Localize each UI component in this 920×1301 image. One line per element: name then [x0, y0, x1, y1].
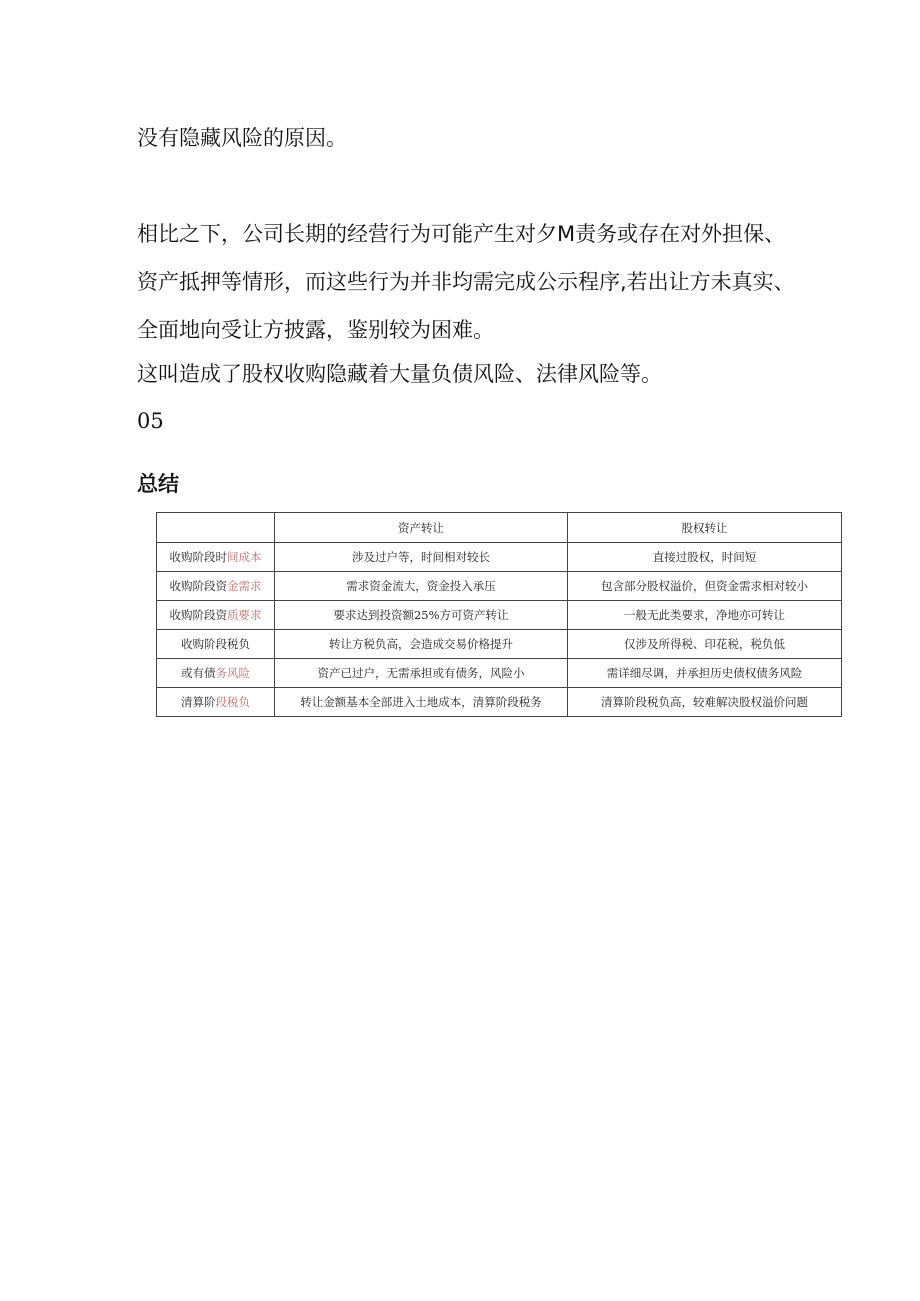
row-label-main: 或有债 [181, 666, 216, 680]
table-row [157, 630, 842, 659]
equity-transfer-cell: 清算阶段税负高，较难解决股权溢价问题 [568, 688, 842, 717]
paragraph-comparison-line-2: 资产抵押等情形，而这些行为并非均需完成公示程序,若出让方未真实、 [137, 270, 795, 294]
section-title: 总结 [137, 472, 179, 496]
row-label [157, 601, 275, 630]
table-row [157, 572, 842, 601]
row-label [157, 572, 275, 601]
row-label-accent: 段税负 [215, 695, 250, 709]
paragraph-hidden-risk-reason: 没有隐藏风险的原因。 [137, 126, 347, 150]
table-row [157, 659, 842, 688]
row-label-accent: 务风险 [215, 666, 250, 680]
asset-transfer-cell: 资产已过户，无需承担或有债务，风险小 [275, 659, 568, 688]
asset-transfer-cell: 涉及过户等，时间相对较长 [275, 543, 568, 572]
row-label-main: 清算阶 [181, 695, 216, 709]
row-label-main: 收购阶段税负 [181, 637, 250, 651]
paragraph-comparison-line-3: 全面地向受让方披露，鉴别较为困难。 [137, 318, 494, 342]
asset-transfer-cell: 需求资金流大，资金投入承压 [275, 572, 568, 601]
row-label-accent: 间成本 [227, 550, 262, 564]
row-label-accent: 金需求 [227, 579, 262, 593]
asset-transfer-cell: 要求达到投资额25%方可资产转让 [275, 601, 568, 630]
row-label-accent: 质要求 [227, 608, 262, 622]
table-header-empty [157, 513, 275, 543]
row-label [157, 630, 275, 659]
row-label-main: 收购阶段资 [169, 608, 227, 622]
paragraph-comparison-line-1: 相比之下，公司长期的经营行为可能产生对夕M责务或存在对外担保、 [137, 222, 786, 246]
asset-transfer-cell: 转让金额基本全部进入土地成本，清算阶段税务 [275, 688, 568, 717]
summary-table [156, 512, 842, 717]
table-header-equity-transfer: 股权转让 [568, 513, 842, 543]
table-row [157, 543, 842, 572]
row-label [157, 659, 275, 688]
equity-transfer-cell: 直接过股权，时间短 [568, 543, 842, 572]
section-number: 05 [137, 409, 164, 433]
row-label [157, 543, 275, 572]
row-label [157, 688, 275, 717]
table-row [157, 688, 842, 717]
equity-transfer-cell: 仅涉及所得税、印花税，税负低 [568, 630, 842, 659]
equity-transfer-cell: 需详细尽调，并承担历史债权债务风险 [568, 659, 842, 688]
asset-transfer-cell: 转让方税负高，会造成交易价格提升 [275, 630, 568, 659]
row-label-main: 收购阶段资 [169, 579, 227, 593]
paragraph-conclusion: 这叫造成了股权收购隐藏着大量负债风险、法律风险等。 [137, 362, 662, 386]
table-header-row [157, 513, 842, 543]
equity-transfer-cell: 包含部分股权溢价，但资金需求相对较小 [568, 572, 842, 601]
equity-transfer-cell: 一般无此类要求，净地亦可转让 [568, 601, 842, 630]
table-row [157, 601, 842, 630]
row-label-main: 收购阶段时 [169, 550, 227, 564]
table-header-asset-transfer: 资产转让 [275, 513, 568, 543]
